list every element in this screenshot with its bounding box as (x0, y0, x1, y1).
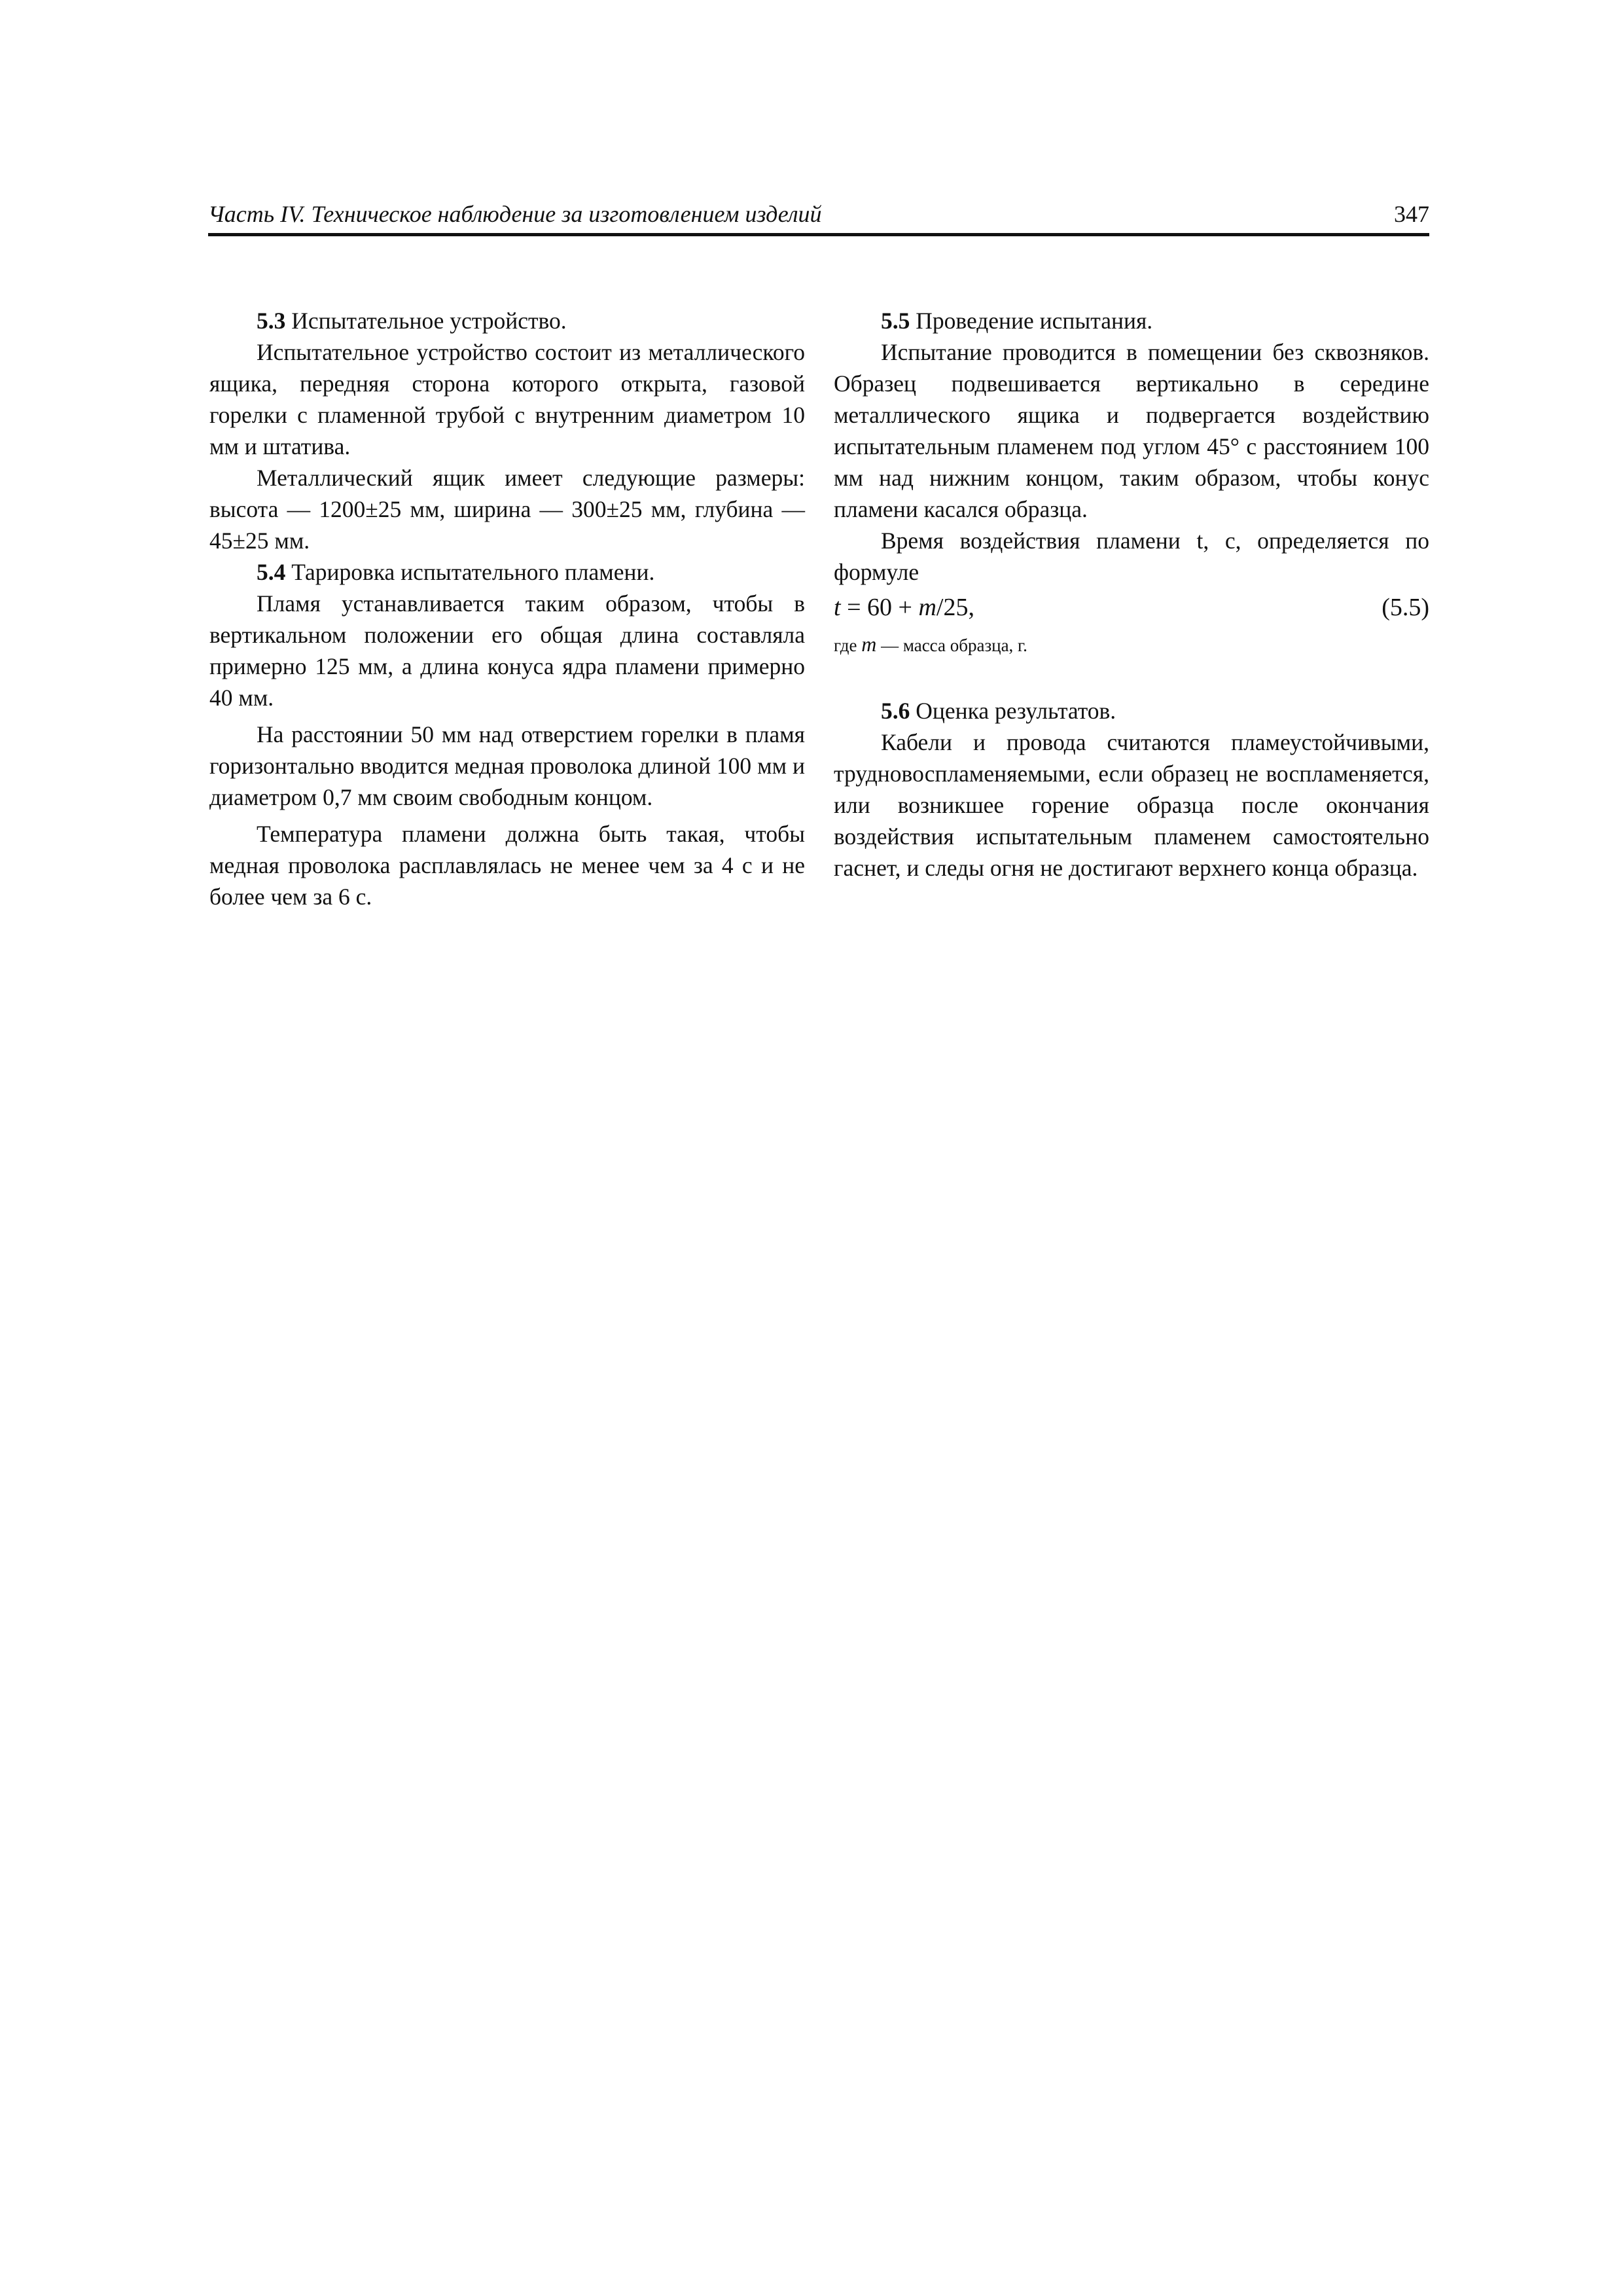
formula-part: /25, (936, 594, 974, 621)
section-5-3-heading (209, 305, 805, 336)
section-5-6-heading (834, 695, 1429, 726)
section-title: Тарировка испытательного пламени. (285, 559, 655, 585)
paragraph: Металлический ящик имеет следующие размеры: высота — 1200±25 мм, ширина — 300±25 мм, глубина — 45±25 мм. (209, 465, 805, 554)
formula-legend (834, 631, 1429, 658)
formula-5-5 (834, 592, 1429, 627)
section-number: 5.4 (257, 559, 286, 585)
section-number: 5.5 (881, 308, 910, 334)
paragraph: Температура пламени должна быть такая, чтобы медная проволока расплавлялась не менее чем за 4 с и не более чем за 6 с. (209, 821, 805, 910)
legend-prefix: где (834, 636, 862, 655)
paragraph: Время воздействия пламени t, с, определяется по формуле (834, 528, 1429, 585)
running-header (208, 196, 1429, 232)
legend-var: m (861, 632, 877, 656)
section-title: Испытательное устройство. (285, 308, 567, 334)
paragraph: Испытание проводится в помещении без сквозняков. Образец подвешивается вертикально в середине металлического ящика и подвергается воздействию испытательным пламенем под углом 45° с расстоянием 100 мм над нижним концом, таким образом, чтобы конус пламени касался образца. (834, 339, 1429, 522)
formula-expression (834, 592, 974, 623)
formula-var-t: t (834, 594, 841, 621)
formula-number: (5.5) (1382, 594, 1429, 621)
page-number: 347 (1394, 201, 1429, 227)
paragraph: Испытательное устройство состоит из металлического ящика, передняя сторона которого открыта, газовой горелки с пламенной трубой с внутренним диаметром 10 мм и штатива. (209, 339, 805, 459)
header-rule (208, 233, 1429, 236)
section-number: 5.6 (881, 698, 910, 724)
formula-var-m: m (918, 594, 936, 621)
left-column (209, 305, 805, 912)
section-title: Проведение испытания. (910, 308, 1153, 334)
section-5-4-heading (209, 556, 805, 588)
legend-text: — масса образца, г. (876, 636, 1027, 655)
paragraph: На расстоянии 50 мм над отверстием горелки в пламя горизонтально вводится медная проволока длиной 100 мм и диаметром 0,7 мм своим свободным концом. (209, 721, 805, 810)
section-5-5-heading (834, 305, 1429, 336)
right-column (834, 305, 1429, 884)
section-title: Оценка результатов. (910, 698, 1116, 724)
paragraph: Пламя устанавливается таким образом, чтобы в вертикальном положении его общая длина составляла примерно 125 мм, а длина конуса ядра пламени примерно 40 мм. (209, 590, 805, 711)
formula-part: = 60 + (840, 594, 919, 621)
section-number: 5.3 (257, 308, 286, 334)
running-header-title: Часть IV. Техническое наблюдение за изготовлением изделий (208, 201, 822, 227)
paragraph: Кабели и провода считаются пламеустойчивыми, трудновоспламеняемыми, если образец не воспламеняется, или возникшее горение образца после окончания воздействия испытательным пламенем самостоятельно гаснет, и следы огня не достигают верхнего конца образца. (834, 729, 1429, 881)
